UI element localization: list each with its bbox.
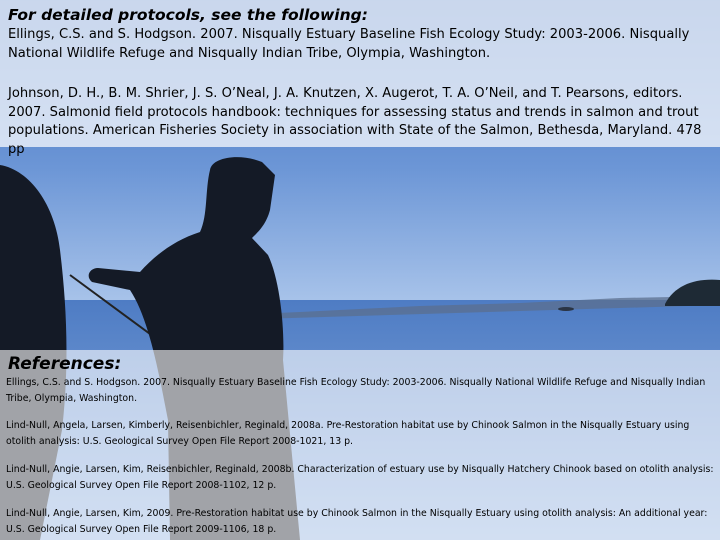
reference-item: Lind-Null, Angie, Larsen, Kim, Reisenbichler, Reginald, 2008b. Characterization of estuary use by Nisqually Hatchery Chinook based on otolith analysis: U.S. Geological Survey Open File Report 2008-1102, 12 p.: [6, 464, 714, 491]
reference-item: Lind-Null, Angie, Larsen, Kim, 2009. Pre-Restoration habitat use by Chinook Salmon in the Nisqually Estuary using otolith analysis: An additional year: U.S. Geological Survey Open File Report 2009-1106, 18 p.: [6, 508, 708, 535]
reference-item: Ellings, C.S. and S. Hodgson. 2007. Nisqually Estuary Baseline Fish Ecology Study: 2003-2006. Nisqually National Wildlife Refuge and Nisqually Indian Tribe, Olympia, Washington.: [6, 377, 706, 404]
reference-item: Lind-Null, Angela, Larsen, Kimberly, Reisenbichler, Reginald, 2008a. Pre-Restoration habitat use by Chinook Salmon in the Nisqually Estuary using otolith analysis: U.S. Geological Survey Open File Report 2008-1021, 13 p.: [6, 420, 690, 447]
protocol-citation: Johnson, D. H., B. M. Shrier, J. S. O’Neal, J. A. Knutzen, X. Augerot, T. A. O’Neil, and T. Pearsons, editors. 2007. Salmonid field protocols handbook: techniques for assessing status and trends in salmon and trout populations. American Fisheries Society in association with State of the Salmon, Bethesda, Maryland. 478 pp: [8, 86, 702, 157]
protocol-citation: Ellings, C.S. and S. Hodgson. 2007. Nisqually Estuary Baseline Fish Ecology Study: 2003-2006. Nisqually National Wildlife Refuge and Nisqually Indian Tribe, Olympia, Washington.: [8, 27, 690, 61]
protocols-heading: For detailed protocols, see the following:: [8, 6, 368, 24]
references-heading: References:: [8, 354, 122, 374]
